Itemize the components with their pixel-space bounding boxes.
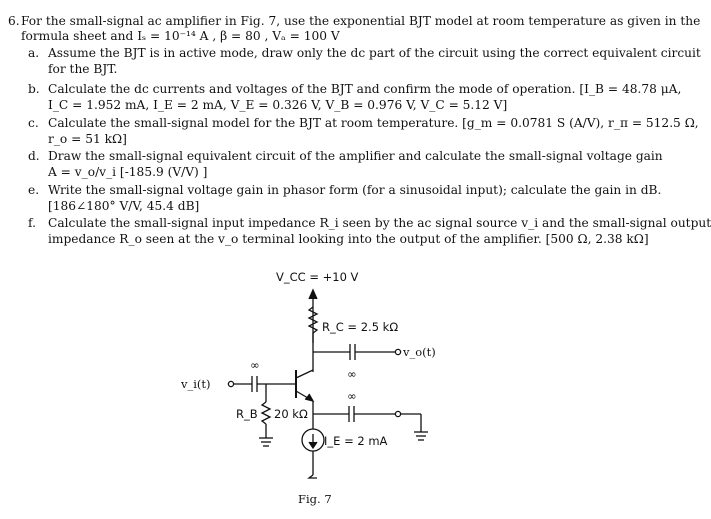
- rb-value: 20 kΩ: [274, 407, 308, 421]
- vcc-arrow: [309, 290, 317, 299]
- part-text-line: Calculate the small-signal input impedance R_i seen by the ac signal source v_i and the small-signal output: [48, 216, 711, 230]
- input-cap-label: ∞: [250, 358, 260, 372]
- part-text-line: impedance R_o seen at the v_o terminal looking into the output of the amplifier. [500 Ω, 2.38 kΩ]: [48, 232, 649, 246]
- part-label: a.: [28, 46, 40, 60]
- part-text-line: Draw the small-signal equivalent circuit of the amplifier and calculate the small-signal voltage gain: [48, 149, 663, 163]
- part-text-line: Write the small-signal voltage gain in phasor form (for a sinusoidal input); calculate the gain in dB.: [48, 183, 662, 197]
- vo-label: v_o(t): [403, 345, 436, 359]
- bjt-emitter-arrow: [305, 394, 313, 401]
- part-text-line: [186∠180° V/V, 45.4 dB]: [48, 199, 200, 213]
- part-text-line: I_C = 1.952 mA, I_E = 2 mA, V_E = 0.326 V, V_B = 0.976 V, V_C = 5.12 V]: [48, 98, 508, 112]
- part-text-line: Calculate the dc currents and voltages of the BJT and confirm the mode of operation. [I_B = 48.78 μA,: [48, 82, 682, 96]
- bypass-cap-label: ∞: [347, 389, 357, 403]
- vo-terminal: [395, 349, 400, 354]
- ie-label: I_E = 2 mA: [324, 434, 388, 448]
- current-source-arrowhead: [309, 442, 317, 448]
- part-label: c.: [28, 116, 39, 130]
- vcc-label: V_CC = +10 V: [276, 270, 359, 284]
- part-text-line: r_o = 51 kΩ]: [48, 132, 127, 146]
- part-label: f.: [28, 216, 36, 230]
- part-text-line: Assume the BJT is in active mode, draw only the dc part of the circuit using the correct equivalent circuit: [48, 46, 701, 60]
- problem-number: 6.: [8, 14, 20, 28]
- part-text-line: for the BJT.: [48, 62, 118, 76]
- bypass-terminal: [395, 411, 400, 416]
- vi-label: v_i(t): [181, 377, 211, 391]
- part-label: e.: [28, 183, 40, 197]
- vi-terminal: [228, 381, 233, 386]
- problem-intro-line1: For the small-signal ac amplifier in Fig. 7, use the exponential BJT model at room temperature as given in the: [21, 14, 701, 28]
- part-label: d.: [28, 149, 40, 163]
- rc-label: R_C = 2.5 kΩ: [322, 320, 399, 334]
- part-text-line: A = v_o/v_i [-185.9 (V/V) ]: [48, 165, 208, 179]
- part-text-line: Calculate the small-signal model for the BJT at room temperature. [g_m = 0.0781 S (A/V), r_π = 512.5 Ω,: [48, 116, 699, 130]
- bjt-collector-lead: [296, 370, 313, 378]
- figure-caption: Fig. 7: [298, 492, 332, 506]
- output-cap-label: ∞: [347, 367, 357, 381]
- problem-intro-line2: formula sheet and Iₛ = 10⁻¹⁴ A , β = 80 , Vₐ = 100 V: [21, 29, 340, 43]
- rb-resistor: [262, 402, 270, 424]
- current-source-arrow-bottom: [309, 475, 317, 478]
- rb-name: R_B: [236, 407, 258, 421]
- part-label: b.: [28, 82, 40, 96]
